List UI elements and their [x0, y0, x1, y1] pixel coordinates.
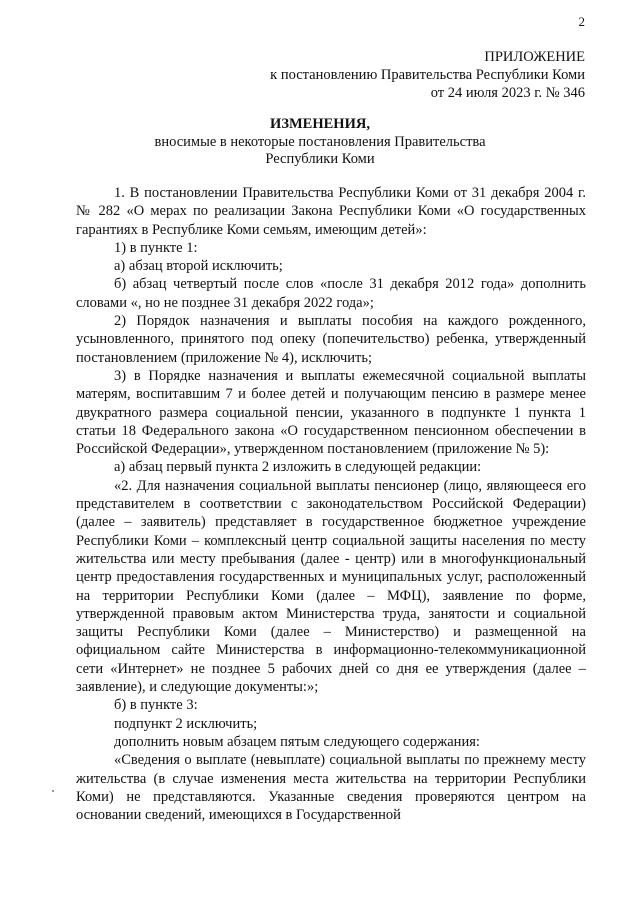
- appendix-block: [270, 48, 585, 102]
- appendix-label: ПРИЛОЖЕНИЕ: [484, 49, 585, 65]
- scan-speck: [52, 790, 54, 792]
- paragraph: а) абзац первый пункта 2 изложить в следующей редакции:: [114, 459, 482, 476]
- heading-title: ИЗМЕНЕНИЯ,: [270, 116, 370, 132]
- paragraph: «2. Для назначения социальной выплаты пенсионер (лицо, являющееся его представителем в соответствии с законодательством Российской Федерации) (далее – заявитель) представляет в государственное бюджетное учреждение Республики Коми – комплексный центр социальной защиты населения по месту жительства или месту пребывания (далее - центр) или в многофункциональный центр предоставления государственных и муниципальных услуг, расположенный на территории Республики Коми (далее – МФЦ), заявление по форме, утвержденной правовым актом Министерства труда, занятости и социальной защиты Республики Коми (далее – Министерство) и размещенной на официальном сайте Министерства в информационно-телекоммуникационной сети «Интернет» не позднее 5 рабочих дней со дня ее утверждения (далее – заявление), и следующие документы:»;: [76, 477, 586, 696]
- paragraph: 2) Порядок назначения и выплаты пособия на каждого рожденного, усыновленного, принятого под опеку (попечительство) ребенка, утвержденный постановлением (приложение № 4), исключить;: [76, 313, 586, 366]
- paragraph: 1) в пункте 1:: [114, 239, 198, 256]
- paragraph: б) в пункте 3:: [114, 697, 198, 714]
- heading-subtitle-line-1: вносимые в некоторые постановления Правительства: [154, 133, 486, 150]
- paragraph: 3) в Порядке назначения и выплаты ежемесячной социальной выплаты матерям, воспитавшим 7 и более детей и получающим пенсию в размере менее двукратного размера социальной пенсии, указанного в подпункте 1 пункта 1 статьи 18 Федерального закона «О государственном пенсионном обеспечении в Российской Федерации», утвержденном постановлением (приложение № 5):: [76, 367, 586, 458]
- appendix-line-2: от 24 июля 2023 г. № 346: [430, 85, 585, 101]
- paragraph: подпункт 2 исключить;: [114, 715, 258, 732]
- document-body: [76, 184, 586, 824]
- page-number: 2: [578, 14, 585, 29]
- heading-subtitle-line-2: Республики Коми: [265, 151, 375, 167]
- paragraph: а) абзац второй исключить;: [114, 258, 283, 275]
- paragraph: б) абзац четвертый после слов «после 31 декабря 2012 года» дополнить словами «, но не позднее 31 декабря 2022 года»;: [76, 276, 586, 311]
- document-heading: [0, 116, 640, 169]
- paragraph: «Сведения о выплате (невыплате) социальной выплаты по прежнему месту жительства (в случае изменения места жительства на территории Республики Коми) не представляются. Указанные сведения проверяются центром на основании сведений, имеющихся в Государственной: [76, 752, 586, 824]
- appendix-line-1: к постановлению Правительства Республики Коми: [270, 67, 585, 83]
- paragraph: 1. В постановлении Правительства Республики Коми от 31 декабря 2004 г. № 282 «О мерах по реализации Закона Республики Коми «О государственных гарантиях в Республике Коми семьям, имеющим детей»:: [76, 185, 586, 238]
- paragraph: дополнить новым абзацем пятым следующего содержания:: [114, 733, 480, 750]
